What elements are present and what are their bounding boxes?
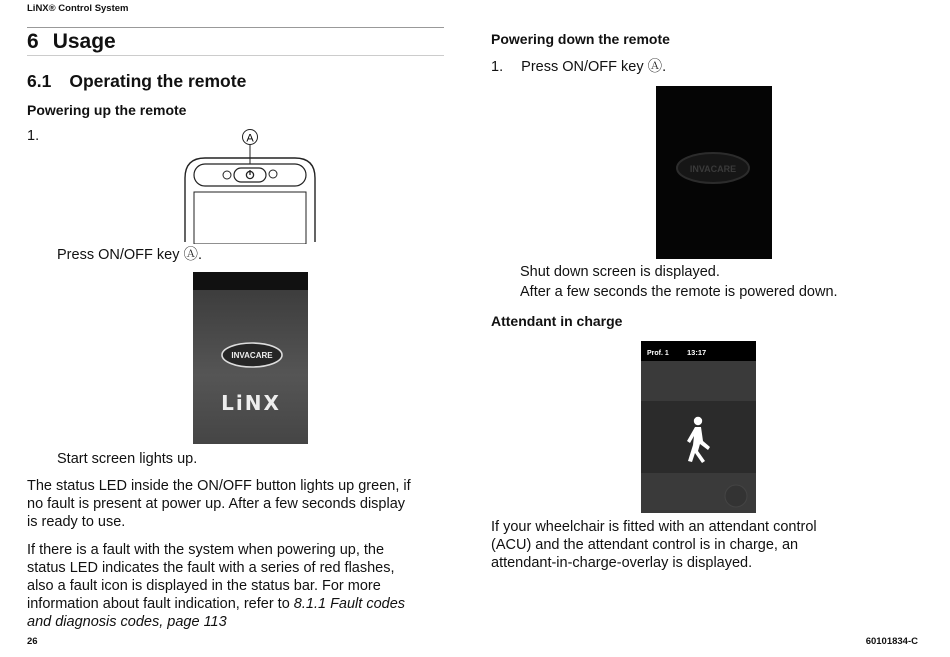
attendant-paragraph <box>491 518 911 572</box>
paragraph-line: attendant-in-charge-overlay is displayed. <box>491 555 753 571</box>
status-profile: Prof. 1 <box>647 350 669 357</box>
onoff-key-ref: Ⓐ. <box>183 247 203 263</box>
top-band <box>641 361 756 401</box>
document-id: 60101834-C <box>865 636 918 647</box>
section-number: 6.1 <box>27 71 52 91</box>
paragraph-fault <box>27 541 447 631</box>
paragraph-line <box>27 613 447 631</box>
line-text: information about fault indication, refer to <box>27 596 290 612</box>
start-brand: INVACARE <box>231 351 273 360</box>
attendant-heading: Attendant in charge <box>491 313 623 329</box>
paragraph-line: The status LED inside the ON/OFF button lights up green, if <box>27 478 411 494</box>
chapter-name: Usage <box>52 30 116 53</box>
onoff-key-ref: Ⓐ. <box>647 59 667 75</box>
power-down-step-text: Press ON/OFF key <box>521 59 644 75</box>
remote-screen-outline <box>194 192 306 244</box>
power-down-step <box>491 58 666 76</box>
instruction-text: Press ON/OFF key <box>57 247 180 263</box>
shutdown-result-1: Shut down screen is displayed. <box>520 264 720 280</box>
paragraph-line: (ACU) and the attendant control is in charge, an <box>491 537 799 553</box>
paragraph-line: If there is a fault with the system when powering up, the <box>27 542 385 558</box>
fault-codes-link[interactable]: 8.1.1 Fault codes <box>293 596 406 612</box>
page-number: 26 <box>27 636 38 647</box>
power-up-heading: Powering up the remote <box>27 102 187 118</box>
section-title <box>27 71 246 92</box>
chapter-title <box>27 30 116 54</box>
chapter-number: 6 <box>27 30 39 53</box>
running-header: LiNX® Control System <box>27 3 129 14</box>
attendant-screen <box>641 341 756 513</box>
paragraph-status-led <box>27 477 447 531</box>
fault-codes-page[interactable]: 113 <box>203 614 227 630</box>
paragraph-line: also a fault icon is displayed in the status bar. For more <box>27 578 381 594</box>
start-screen <box>193 272 308 444</box>
paragraph-line: If your wheelchair is fitted with an attendant control <box>491 519 817 535</box>
shutdown-screen <box>656 86 772 259</box>
power-down-heading: Powering down the remote <box>491 31 670 47</box>
section-name: Operating the remote <box>69 71 247 91</box>
power-up-instruction <box>57 246 202 264</box>
shutdown-brand: INVACARE <box>689 164 737 174</box>
remote-illustration <box>180 126 320 244</box>
chapter-bottom-rule <box>27 55 444 56</box>
power-up-step-number: 1. <box>27 128 40 144</box>
paragraph-line: is ready to use. <box>27 514 126 530</box>
power-up-result: Start screen lights up. <box>57 451 198 467</box>
fault-icon <box>725 485 747 507</box>
paragraph-line: status LED indicates the fault with a series of red flashes, <box>27 560 395 576</box>
paragraph-line <box>27 595 447 613</box>
callout-label: A <box>246 132 254 145</box>
paragraph-line: no fault is present at power up. After a few seconds display <box>27 496 406 512</box>
fault-codes-link-cont[interactable]: and diagnosis codes, page <box>27 614 200 630</box>
attendant-screen-graphic <box>641 341 756 513</box>
shutdown-result-2: After a few seconds the remote is powered down. <box>520 284 838 300</box>
linx-logo: LiNX <box>221 391 281 415</box>
chapter-top-rule <box>27 27 444 28</box>
start-screen-graphic <box>193 272 308 444</box>
shutdown-screen-graphic <box>656 86 772 259</box>
status-time: 13:17 <box>687 348 707 357</box>
power-down-step-number: 1. <box>491 59 504 75</box>
